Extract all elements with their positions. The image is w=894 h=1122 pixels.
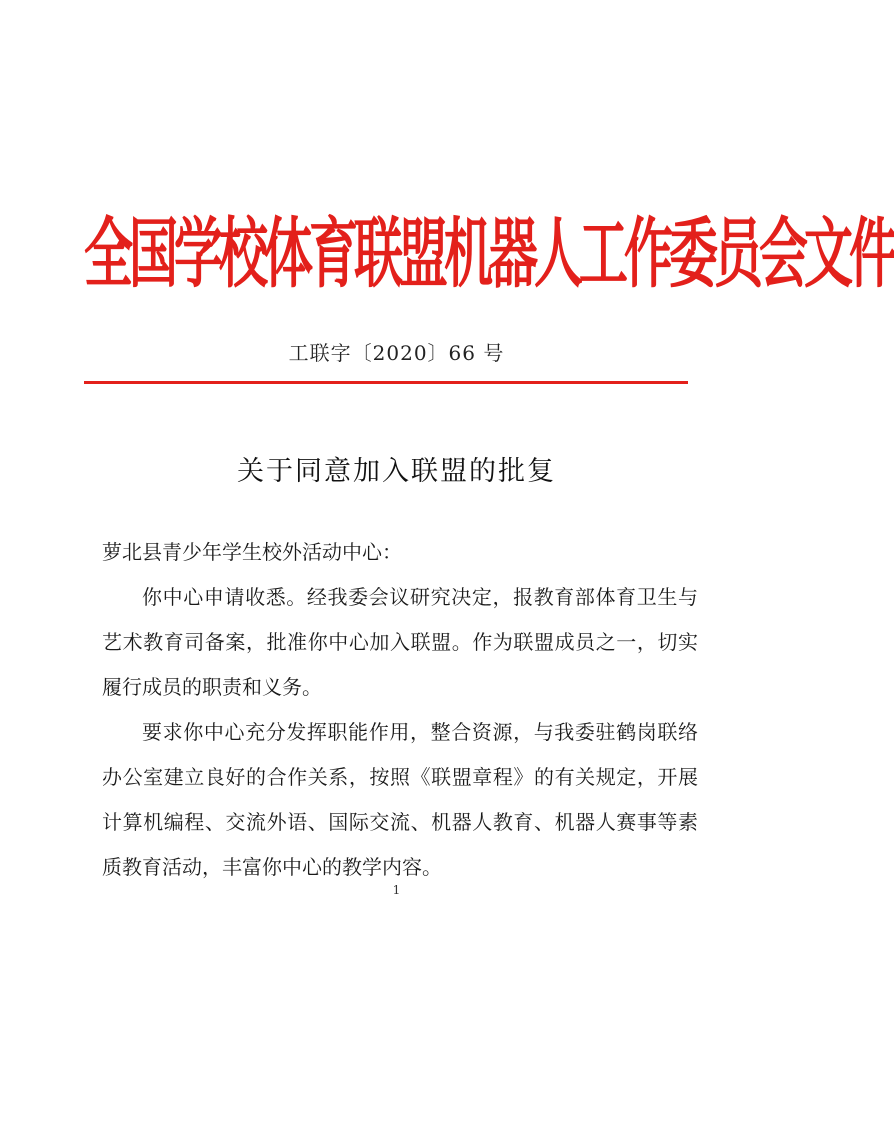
paragraph-approval: 你中心申请收悉。经我委会议研究决定，报教育部体育卫生与艺术教育司备案，批准你中心加入联盟。作为联盟成员之一，切实履行成员的职责和义务。 [102,585,698,699]
addressee-line: 萝北县青少年学生校外活动中心： [102,540,402,564]
paragraph-requirements: 要求你中心充分发挥职能作用，整合资源，与我委驻鹤岗联络办公室建立良好的合作关系，按照《联盟章程》的有关规定，开展计算机编程、交流外语、国际交流、机器人教育、机器人赛事等素质教育活动，丰富你中心的教学内容。 [102,720,698,879]
page-number: 1 [392,883,401,897]
red-divider-line [84,381,688,384]
document-number: 工联字〔2020〕66 号 [288,341,505,365]
masthead-title: 全国学校体育联盟机器人工作委员会文件 [84,210,894,299]
document-title: 关于同意加入联盟的批复 [237,456,556,487]
document-body [102,530,698,890]
